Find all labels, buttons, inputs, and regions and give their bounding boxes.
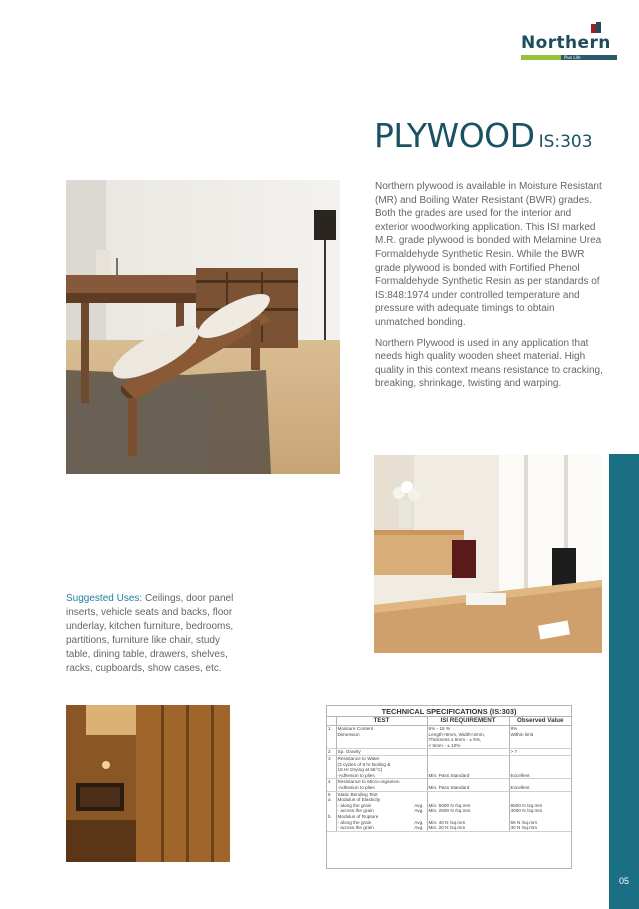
spec-line-text: - across the grain — [337, 808, 374, 814]
spec-cell-no — [327, 726, 336, 749]
spec-line — [429, 773, 508, 779]
spec-line-text: 56 N /sq.mm — [510, 819, 538, 825]
spec-line-text: 8% — [510, 726, 518, 731]
suggested-uses-text: Ceilings, door panel inserts, vehicle seats and backs, floor underlay, kitchen furniture, bedrooms, partitions, furniture like chair, study table, dining table, drawers, shelves, racks, cupboards, show cases, etc. — [66, 593, 234, 674]
spec-header-observed: Observed Value — [509, 717, 571, 726]
spec-line-text: > 7 — [510, 749, 518, 755]
spec-avg-label: Avg. — [414, 825, 424, 831]
spec-cell-requirement — [427, 755, 509, 778]
spec-cell-test — [336, 749, 427, 756]
spec-header-no — [327, 717, 336, 726]
spec-line-text: Modulus of Elasticity — [337, 797, 381, 803]
suggested-uses — [66, 592, 242, 676]
spec-line-text: a — [328, 797, 331, 803]
spec-line-text: 6500 N /sq.mm — [510, 802, 543, 808]
description-paragraph-1: Northern plywood is available in Moisture Resistant (MR) and Boiling Water Resistant (BWR) grades. Both the grades are used for the interior and exterior woodworking application. This ISI marked M.R. grade plywood is bonded with Melamine Urea Formaldehyde Synthetic Resin. While the BWR grade plywood is bonded with Fortified Phenol Formaldehyde Synthetic Resin as per standards of IS:848:1974 under controlled temperature and pressure with adequate timings to obtain unmatched bonding. — [375, 181, 602, 328]
spec-cell-observed — [509, 726, 571, 749]
spec-cell-requirement — [427, 749, 509, 756]
spec-line — [328, 749, 335, 755]
spec-line-text: Min. Pass Standard — [428, 772, 470, 778]
spec-line-text: -Adhesion to plies — [337, 784, 375, 790]
spec-line-text: Moisture Content — [337, 726, 374, 731]
spec-cell-requirement — [427, 779, 509, 791]
technical-specifications-table — [326, 705, 572, 869]
spec-line — [429, 785, 508, 791]
wood-panel-room-photo — [66, 705, 230, 862]
spec-cell-test — [336, 791, 427, 831]
spec-line-text: Sp. Gravity — [337, 749, 361, 755]
spec-row — [327, 749, 571, 756]
logo-wordmark: Northern — [521, 33, 611, 53]
logo-tagline: Plus Life — [561, 55, 617, 60]
spec-row — [327, 779, 571, 791]
spec-cell-observed — [509, 755, 571, 778]
spec-line-text: 5 — [328, 791, 331, 797]
spec-line-text: (3 cycles of 8 hr Boiling & — [337, 761, 391, 767]
spec-line-text: 30 N /sq.mm — [510, 825, 538, 831]
description-paragraph-2: Northern Plywood is used in any application that needs high quality wooden sheet material. High quality in this context means resistance to cracking, breaking, shrinkage, twisting and warping. — [375, 337, 603, 390]
spec-line-text: b — [328, 813, 331, 819]
spec-cell-no — [327, 779, 336, 791]
spec-cell-requirement — [427, 726, 509, 749]
spec-line-text: 16 Hr Drying at 65°C) — [337, 767, 383, 773]
spec-line — [328, 732, 335, 738]
spec-line — [328, 825, 335, 831]
spec-row — [327, 791, 571, 831]
spec-line-text: Length+5mm, Width+2mm, — [428, 731, 486, 737]
spec-cell-test — [336, 726, 427, 749]
spec-line-text: < 6mm - ± 10% — [428, 742, 461, 748]
spec-line-text: Min. 40 N /sq.mm — [428, 819, 466, 825]
page-number: 05 — [618, 876, 629, 886]
spec-line-text: Excellent — [510, 772, 530, 778]
spec-line — [511, 749, 571, 755]
spec-line-text: 2 — [328, 749, 331, 755]
northern-logo — [521, 22, 617, 62]
spec-line-text: Min. 20 N /sq.mm — [428, 825, 466, 831]
spec-line — [511, 732, 571, 738]
title-standard: IS:303 — [538, 132, 593, 152]
title-main: PLYWOOD — [374, 116, 535, 155]
spec-line-text: 1 — [328, 726, 331, 731]
spec-line — [338, 749, 426, 755]
spec-row — [327, 755, 571, 778]
spec-header-requirement: ISI REQUIREMENT — [427, 717, 509, 726]
spec-cell-no — [327, 749, 336, 756]
spec-line-text: Min. 5000 N /sq.mm — [428, 802, 471, 808]
spec-avg-label: Avg. — [414, 808, 424, 814]
spec-table-grid — [327, 717, 571, 832]
spec-line-text: - along the grain — [337, 819, 372, 825]
spec-line-text: - along the grain — [337, 802, 372, 808]
suggested-uses-label: Suggested Uses: — [66, 593, 143, 604]
spec-line-text: -Adhesion to plies — [337, 772, 375, 778]
spec-avg-label: Avg. — [414, 802, 424, 808]
side-color-band — [609, 454, 639, 909]
spec-line-text: Modulus of Rupture — [337, 813, 379, 819]
spec-line — [511, 825, 571, 831]
spec-line — [511, 773, 571, 779]
logo-mark-icon — [591, 22, 603, 33]
spec-cell-no — [327, 791, 336, 831]
spec-line — [328, 779, 335, 785]
spec-line-text: Static Bending Test — [337, 791, 378, 797]
spec-line-text: Resistance to Water — [337, 755, 380, 761]
spec-line — [429, 825, 508, 831]
spec-cell-observed — [509, 779, 571, 791]
spec-header-test: TEST — [336, 717, 427, 726]
spec-cell-test — [336, 755, 427, 778]
spec-line — [338, 732, 426, 738]
spec-line-text: 4 — [328, 779, 331, 785]
bench-interior-photo — [66, 180, 340, 474]
office-desk-photo — [374, 455, 602, 653]
spec-line — [429, 743, 508, 749]
spec-line-text: 3000 N /sq.mm — [510, 808, 543, 814]
spec-line — [338, 773, 426, 779]
spec-cell-requirement — [427, 791, 509, 831]
spec-cell-observed — [509, 791, 571, 831]
spec-line — [429, 749, 508, 755]
spec-line-text: Excellent — [510, 784, 530, 790]
spec-header-row — [327, 717, 571, 726]
spec-line-text: 5% - 15 % — [428, 726, 451, 731]
spec-table-title: TECHNICAL SPECIFICATIONS (IS:303) — [327, 706, 571, 717]
spec-line-text: Thickness ≥ 6mm - ± 5%, — [428, 737, 482, 743]
spec-line-text: - across the grain — [337, 825, 374, 831]
spec-line-text: Within limit — [510, 731, 534, 737]
product-description — [375, 180, 603, 391]
spec-line-text: Min. Pass Standard — [428, 784, 470, 790]
spec-line-text: 3 — [328, 755, 331, 761]
spec-line — [338, 785, 426, 791]
spec-cell-no — [327, 755, 336, 778]
spec-line — [338, 825, 426, 831]
spec-avg-label: Avg. — [414, 819, 424, 825]
spec-cell-test — [336, 779, 427, 791]
logo-bar — [521, 55, 617, 60]
spec-table-body — [327, 726, 571, 832]
spec-line-text: Min. 2500 N /sq.mm — [428, 808, 471, 814]
spec-cell-observed — [509, 749, 571, 756]
spec-row — [327, 726, 571, 749]
page-title — [374, 116, 593, 155]
spec-line-text: Dimension — [337, 731, 360, 737]
spec-line — [328, 756, 335, 762]
spec-line-text: Resistance to Micro-organism — [337, 779, 400, 785]
spec-line — [511, 785, 571, 791]
